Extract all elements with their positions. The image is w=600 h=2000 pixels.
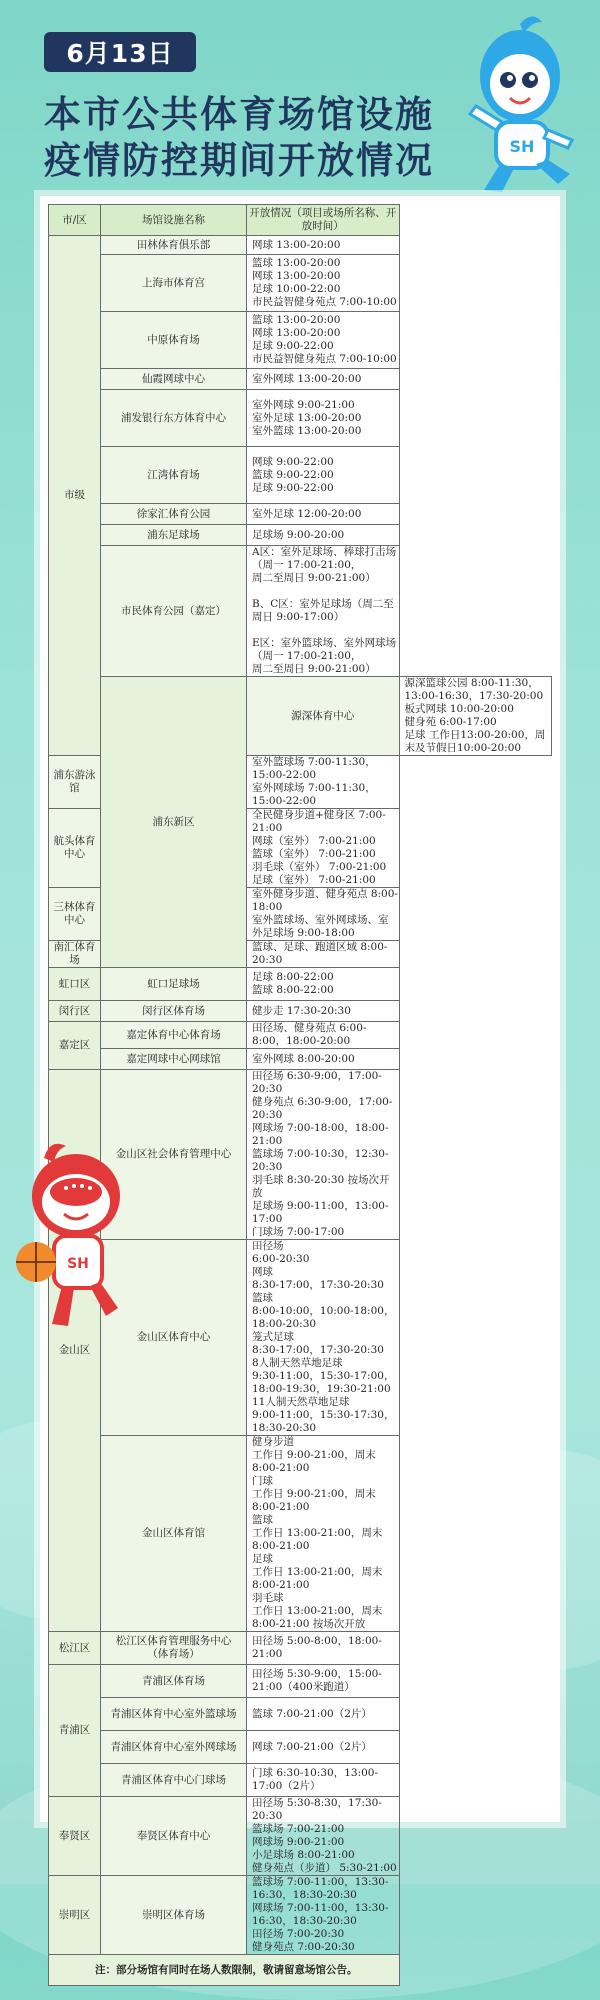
venue-cell: 仙霞网球中心 bbox=[101, 369, 247, 390]
opening-info-cell: 室外健身步道、健身苑点 8:00-18:00 室外篮球场、室外网球场、室外足球场 9:00-18:00 bbox=[247, 888, 400, 941]
table-row bbox=[49, 1764, 552, 1797]
venue-cell: 江湾体育场 bbox=[101, 447, 247, 504]
venue-cell: 金山区体育馆 bbox=[101, 1436, 247, 1632]
opening-info-cell: 篮球场 7:00-11:00，13:30-16:30，18:30-20:30 网球场 7:00-11:00，13:30-16:30，18:30-20:30 田径场 7:00-20:30 健身苑点 7:00-20:30 bbox=[247, 1876, 400, 1955]
venue-cell: 航头体育中心 bbox=[49, 809, 101, 888]
table-row bbox=[49, 1876, 552, 1955]
header-district: 市/区 bbox=[49, 205, 101, 236]
venue-cell: 中原体育场 bbox=[101, 312, 247, 369]
opening-info-cell: 健身步道 工作日 9:00-21:00，周末 8:00-21:00 门球 工作日 9:00-21:00，周末 8:00-21:00 篮球 工作日 13:00-21:00，周末 8:00-21:00 足球 工作日 13:00-21:00，周末 8:00-21:00 羽毛球 工作日 13:00-21:00，周末 8:00-21:00 按场次开放 bbox=[247, 1436, 400, 1632]
table-row bbox=[49, 525, 552, 546]
venue-cell: 南汇体育场 bbox=[49, 941, 101, 968]
opening-info-cell: 健步走 17:30-20:30 bbox=[247, 1001, 400, 1022]
district-cell: 市级 bbox=[49, 236, 101, 756]
district-cell: 青浦区 bbox=[49, 1665, 101, 1797]
opening-info-cell: 室外网球 8:00-20:00 bbox=[247, 1049, 400, 1070]
opening-info-cell: 足球 8:00-22:00 篮球 8:00-22:00 bbox=[247, 968, 400, 1001]
mascot-badge: SH bbox=[509, 137, 535, 156]
venue-cell: 青浦区体育中心门球场 bbox=[101, 1764, 247, 1797]
date-tag: 6月13日 bbox=[44, 32, 196, 72]
opening-info-cell: 田径场、健身苑点 6:00-8:00，18:00-20:00 bbox=[247, 1022, 400, 1049]
opening-info-cell: 田径场 6:00-20:30 网球 8:30-17:00，17:30-20:30 篮球 8:00-10:00，10:00-18:00，18:00-20:30 笼式足球 8:30-17:00，17:30-20:30 8人制天然草地足球 9:30-11:00，15:30-17:00，18:00-19:30，19:30-21:00 11人制天然草地足球 9:00-11:00，15:30-17:30，18:30-20:30 bbox=[247, 1240, 400, 1436]
venue-cell: 源深体育中心 bbox=[247, 677, 400, 756]
venue-cell: 崇明区体育场 bbox=[101, 1876, 247, 1955]
venue-cell: 嘉定体育中心体育场 bbox=[101, 1022, 247, 1049]
opening-info-cell: 篮球 13:00-20:00 网球 13:00-20:00 足球 9:00-22:00 市民益智健身苑点 7:00-10:00 bbox=[247, 312, 400, 369]
opening-info-cell: A区：室外足球场、棒球打击场（周一 17:00-21:00， 周二至周日 9:00-21:00） B、C区：室外足球场（周二至周日 9:00-17:00） E区：室外篮球场、室外网球场（周一 17:00-21:00， 周二至周日 9:00-21:00） bbox=[247, 546, 400, 677]
table-row bbox=[49, 1731, 552, 1764]
table-row bbox=[49, 447, 552, 504]
table-row bbox=[49, 369, 552, 390]
page-title-line2: 疫情防控期间开放情况 bbox=[44, 139, 434, 182]
opening-info-cell: 田径场 5:00-8:00，18:00-21:00 bbox=[247, 1632, 400, 1665]
opening-info-cell: 篮球、足球、跑道区域 8:00-20:30 bbox=[247, 941, 400, 968]
mascot-basketball-icon bbox=[10, 1136, 132, 1336]
page-title-line1: 本市公共体育场馆设施 bbox=[44, 93, 434, 136]
venue-cell: 田林体育俱乐部 bbox=[101, 236, 247, 255]
district-cell: 闵行区 bbox=[49, 1001, 101, 1022]
mascot-badge: SH bbox=[67, 1256, 89, 1272]
header-info: 开放情况（项目或场所名称、开放时间） bbox=[247, 205, 400, 236]
venue-cell: 虹口足球场 bbox=[101, 968, 247, 1001]
table-row bbox=[49, 1698, 552, 1731]
table-row bbox=[49, 255, 552, 312]
district-cell: 崇明区 bbox=[49, 1876, 101, 1955]
venue-cell: 浦发银行东方体育中心 bbox=[101, 390, 247, 447]
table-row bbox=[49, 968, 552, 1001]
venue-cell: 青浦区体育中心室外篮球场 bbox=[101, 1698, 247, 1731]
table-row bbox=[49, 236, 552, 255]
opening-info-cell: 网球 13:00-20:00 bbox=[247, 236, 400, 255]
table-row bbox=[49, 1049, 552, 1070]
opening-info-cell: 田径场 6:30-9:00，17:00-20:30 健身苑点 6:30-9:00，17:00-20:30 网球场 7:00-18:00，18:00-21:00 篮球场 7:00-10:30，12:30-20:30 羽毛球 8:30-20:30 按场次开放 足球场 9:00-11:00，13:00-17:00 门球场 7:00-17:00 bbox=[247, 1070, 400, 1240]
venue-cell: 青浦区体育中心室外网球场 bbox=[101, 1731, 247, 1764]
venue-cell: 青浦区体育场 bbox=[101, 1665, 247, 1698]
table-row bbox=[49, 546, 552, 677]
table-row bbox=[49, 1436, 552, 1632]
district-cell: 虹口区 bbox=[49, 968, 101, 1001]
venue-cell: 金山区社会体育管理中心 bbox=[101, 1070, 247, 1240]
mascot-haibao-icon bbox=[462, 14, 582, 194]
venue-cell: 松江区体育管理服务中心 （体育场） bbox=[101, 1632, 247, 1665]
table-row bbox=[49, 1665, 552, 1698]
table-row bbox=[49, 312, 552, 369]
opening-info-cell: 篮球 7:00-21:00（2片） bbox=[247, 1698, 400, 1731]
opening-info-cell: 网球 7:00-21:00（2片） bbox=[247, 1731, 400, 1764]
opening-info-cell: 源深篮球公园 8:00-11:30，13:00-16:30，17:30-20:00 板式网球 10:00-20:00 健身苑 6:00-17:00 足球 工作日13:00-20:00，周末及节假日10:00-20:00 bbox=[399, 677, 552, 756]
venue-cell: 金山区体育中心 bbox=[101, 1240, 247, 1436]
venue-cell: 徐家汇体育公园 bbox=[101, 504, 247, 525]
opening-info-cell: 田径场 5:30-9:00，15:00-21:00（400米跑道） bbox=[247, 1665, 400, 1698]
table-row bbox=[49, 1001, 552, 1022]
table-note-row bbox=[49, 1955, 552, 1986]
opening-info-cell: 室外篮球场 7:00-11:30，15:00-22:00 室外网球场 7:00-11:30，15:00-22:00 bbox=[247, 756, 400, 809]
table-row bbox=[49, 677, 552, 756]
opening-info-cell: 门球 6:30-10:30，13:00-17:00（2片） bbox=[247, 1764, 400, 1797]
district-cell: 嘉定区 bbox=[49, 1022, 101, 1070]
venue-cell: 上海市体育宫 bbox=[101, 255, 247, 312]
opening-info-cell: 全民健身步道+健身区 7:00-21:00 网球（室外） 7:00-21:00 篮球（室外） 7:00-21:00 羽毛球（室外） 7:00-21:00 足球（室外） 7:00-21:00 bbox=[247, 809, 400, 888]
table-header-row bbox=[49, 205, 552, 236]
venue-cell: 市民体育公园（嘉定） bbox=[101, 546, 247, 677]
district-cell: 浦东新区 bbox=[101, 677, 247, 968]
table-row bbox=[49, 1022, 552, 1049]
venue-cell: 浦东足球场 bbox=[101, 525, 247, 546]
table-row bbox=[49, 390, 552, 447]
schedule-card bbox=[40, 196, 560, 1976]
venue-cell: 嘉定网球中心网球馆 bbox=[101, 1049, 247, 1070]
opening-info-cell: 室外网球 13:00-20:00 bbox=[247, 369, 400, 390]
venue-cell: 闵行区体育场 bbox=[101, 1001, 247, 1022]
opening-info-cell: 足球场 9:00-20:00 bbox=[247, 525, 400, 546]
opening-info-cell: 篮球 13:00-20:00 网球 13:00-20:00 足球 10:00-22:00 市民益智健身苑点 7:00-10:00 bbox=[247, 255, 400, 312]
district-cell: 松江区 bbox=[49, 1632, 101, 1665]
schedule-table bbox=[48, 204, 552, 1986]
venue-cell: 奉贤区体育中心 bbox=[101, 1797, 247, 1876]
opening-info-cell: 网球 9:00-22:00 篮球 9:00-22:00 足球 9:00-22:00 bbox=[247, 447, 400, 504]
table-body bbox=[49, 236, 552, 1986]
table-row bbox=[49, 1632, 552, 1665]
opening-info-cell: 室外足球 12:00-20:00 bbox=[247, 504, 400, 525]
venue-cell: 浦东游泳馆 bbox=[49, 756, 101, 809]
opening-info-cell: 田径场 5:30-8:30，17:30-20:30 篮球场 7:00-21:00 网球场 9:00-21:00 小足球场 8:00-21:00 健身苑点（步道） 5:30-21:00 bbox=[247, 1797, 400, 1876]
district-cell: 金山区 bbox=[49, 1070, 101, 1632]
table-row bbox=[49, 1797, 552, 1876]
header-venue: 场馆设施名称 bbox=[101, 205, 247, 236]
footnote: 注：部分场馆有同时在场人数限制，敬请留意场馆公告。 bbox=[49, 1955, 400, 1986]
opening-info-cell: 室外网球 9:00-21:00 室外足球 13:00-20:00 室外篮球 13:00-20:00 bbox=[247, 390, 400, 447]
venue-cell: 三林体育中心 bbox=[49, 888, 101, 941]
table-row bbox=[49, 504, 552, 525]
district-cell: 奉贤区 bbox=[49, 1797, 101, 1876]
